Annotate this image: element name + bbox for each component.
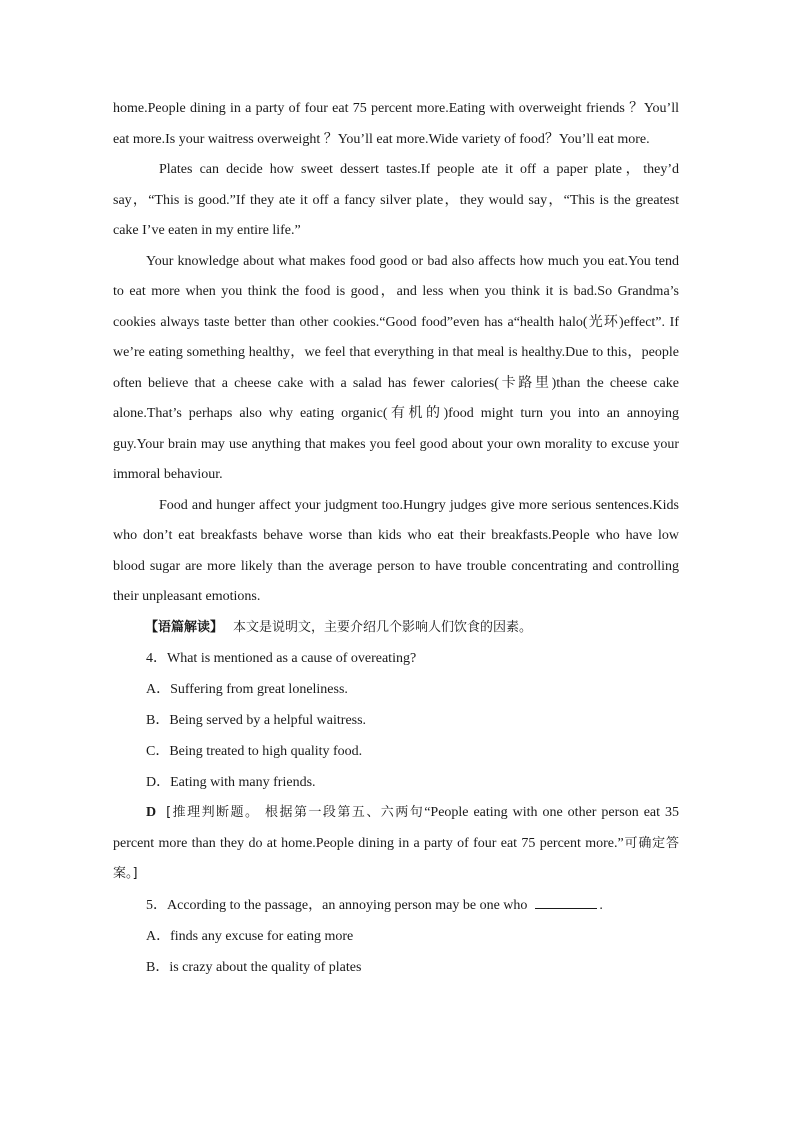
- answer-key: D: [146, 805, 157, 820]
- passage-paragraph-1: home.People dining in a party of four eat 75 percent more.Eating with overweight friends ？You’ll eat more.Is your waitress overweight ？You’ll eat more.Wide variety of food？You’ll eat more.: [113, 101, 679, 147]
- question-5-option-b: B．is crazy about the quality of plates: [146, 959, 362, 975]
- question-5-option-a: A．finds any excuse for eating more: [146, 928, 354, 944]
- question-4-option-d: D．Eating with many friends.: [146, 775, 316, 790]
- answer-quote: “People eating with one other person eat 35 percent more than they do at home.People dining in a party of four eat 75 percent more.”: [113, 805, 679, 851]
- analysis-label: 【语篇解读】: [145, 619, 224, 635]
- answer-explanation-end: 可确定答案。]: [113, 835, 679, 881]
- question-4-option-c: C．Being treated to high quality food.: [146, 744, 363, 759]
- discourse-analysis: [113, 613, 679, 644]
- analysis-text: 本文是说明文，主要介绍几个影响人们饮食的因素。: [233, 619, 533, 635]
- question-5-stem: [113, 890, 679, 921]
- question-5-stem-end: .: [599, 897, 603, 913]
- question-4-answer: [113, 798, 679, 890]
- question-4-option-a: A．Suffering from great loneliness.: [146, 682, 348, 697]
- question-4-option-b: B．Being served by a helpful waitress.: [146, 713, 367, 728]
- passage-paragraph-2: Plates can decide how sweet dessert tastes.If people ate it off a paper plate，they’d say，“This is good.”If they ate it off a fancy silver plate，they would say，“This is the greatest cake I’ve eaten in my entire life.”: [113, 162, 679, 238]
- answer-blank: [535, 896, 597, 909]
- answer-explanation-intro: [推理判断题。 根据第一段第五、六两句: [166, 805, 425, 820]
- question-4-stem: 4．What is mentioned as a cause of overeating?: [146, 651, 417, 666]
- passage-paragraph-3: Your knowledge about what makes food good or bad also affects how much you eat.You tend to eat more when you think the food is good，and less when you think it is bad.So Grandma’s cookies always taste better than other cookies.“Good food”even has a“health halo(光环)effect”. If we’re eating something healthy，we feel that everything in that meal is healthy.Due to this，people often believe that a cheese cake with a salad has fewer calories(卡路里)than the cheese cake alone.That’s perhaps also why eating organic(有机的)food might turn you into an annoying guy.Your brain may use anything that makes you feel good about your own morality to excuse your immoral behaviour.: [113, 253, 679, 482]
- document-content: [113, 94, 679, 983]
- passage-paragraph-4: Food and hunger affect your judgment too.Hungry judges give more serious sentences.Kids who don’t eat breakfasts behave worse than kids who eat their breakfasts.People who have low blood sugar are more likely than the average person to have trouble concentrating and controlling their unpleasant emotions.: [113, 497, 679, 604]
- question-5-stem-text: 5．According to the passage，an annoying person may be one who: [146, 897, 528, 913]
